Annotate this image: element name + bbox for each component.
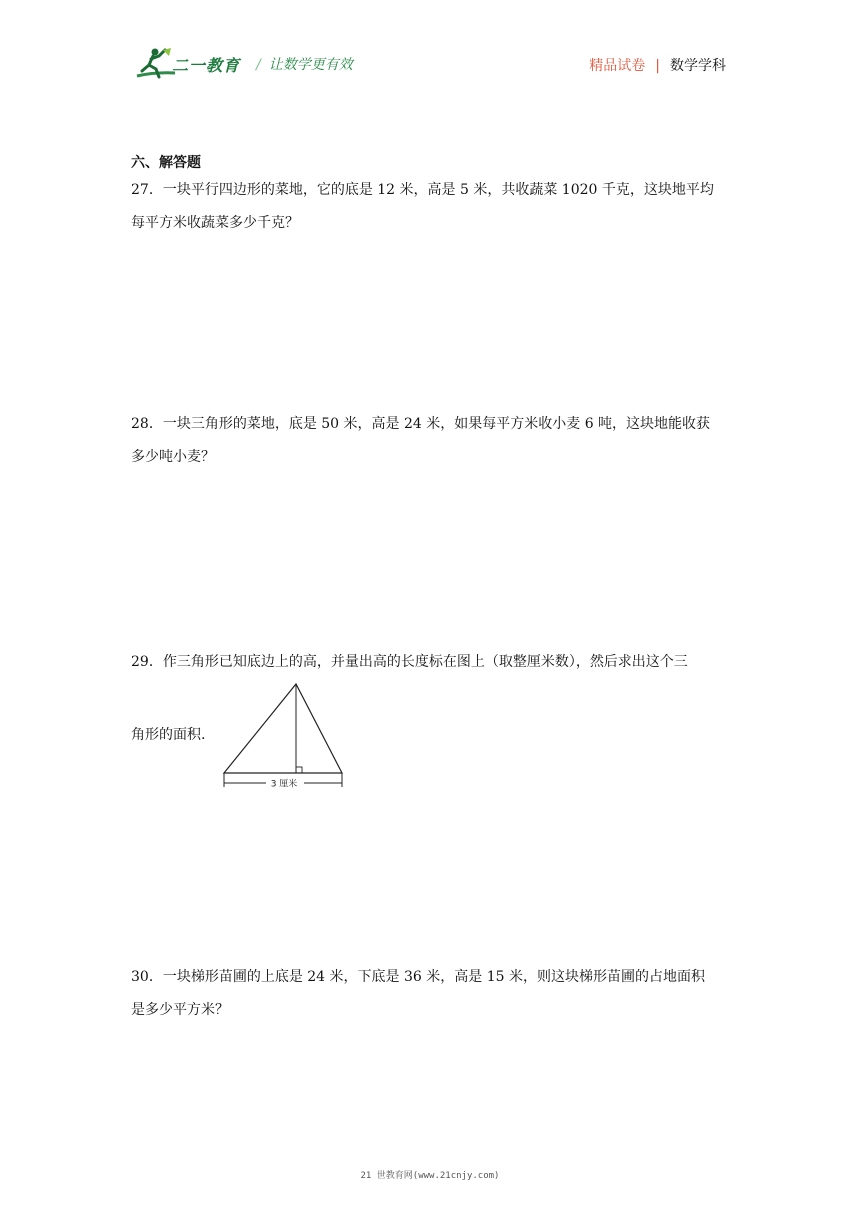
triangle-outline — [224, 684, 342, 773]
header-label-premium: 精品试卷 — [589, 58, 646, 74]
logo-text: 二一教育 — [172, 56, 241, 75]
question-line: 27．一块平行四边形的菜地，它的底是 12 米，高是 5 米，共收蔬菜 1020 千克，这块地平均 — [131, 182, 714, 198]
header-slogan — [256, 54, 353, 74]
section-title: 六、解答题 — [131, 155, 201, 171]
slogan-text: 让数学更有效 — [268, 57, 353, 73]
triangle-figure — [222, 682, 346, 790]
question-line: 角形的面积. — [131, 727, 206, 743]
page-footer: 21 世教育网(www.21cnjy.com) — [360, 1171, 500, 1181]
question-line: 是多少平方米？ — [131, 1002, 229, 1018]
question-line: 多少吨小麦？ — [131, 449, 215, 465]
header-divider: | — [655, 58, 660, 74]
header-right — [589, 55, 726, 75]
page-header — [0, 0, 860, 100]
question-line: 每平方米收蔬菜多少千克？ — [131, 215, 299, 231]
question-30 — [131, 961, 731, 1027]
base-length-label: 3 厘米 — [270, 779, 298, 790]
question-line: 28．一块三角形的菜地，底是 50 米，高是 24 米，如果每平方米收小麦 6 吨，这块地能收获 — [131, 416, 711, 432]
question-line: 29．作三角形已知底边上的高，并量出高的长度标在图上（取整厘米数），然后求出这个三 — [131, 654, 688, 670]
question-line: 30．一块梯形苗圃的上底是 24 米，下底是 36 米，高是 15 米，则这块梯形苗圃的占地面积 — [131, 969, 705, 985]
right-angle-mark — [296, 767, 302, 773]
header-label-subject: 数学学科 — [670, 58, 726, 74]
question-28 — [131, 408, 731, 474]
slogan-separator: / — [256, 57, 261, 73]
question-29 — [131, 646, 731, 752]
question-27 — [131, 174, 731, 240]
